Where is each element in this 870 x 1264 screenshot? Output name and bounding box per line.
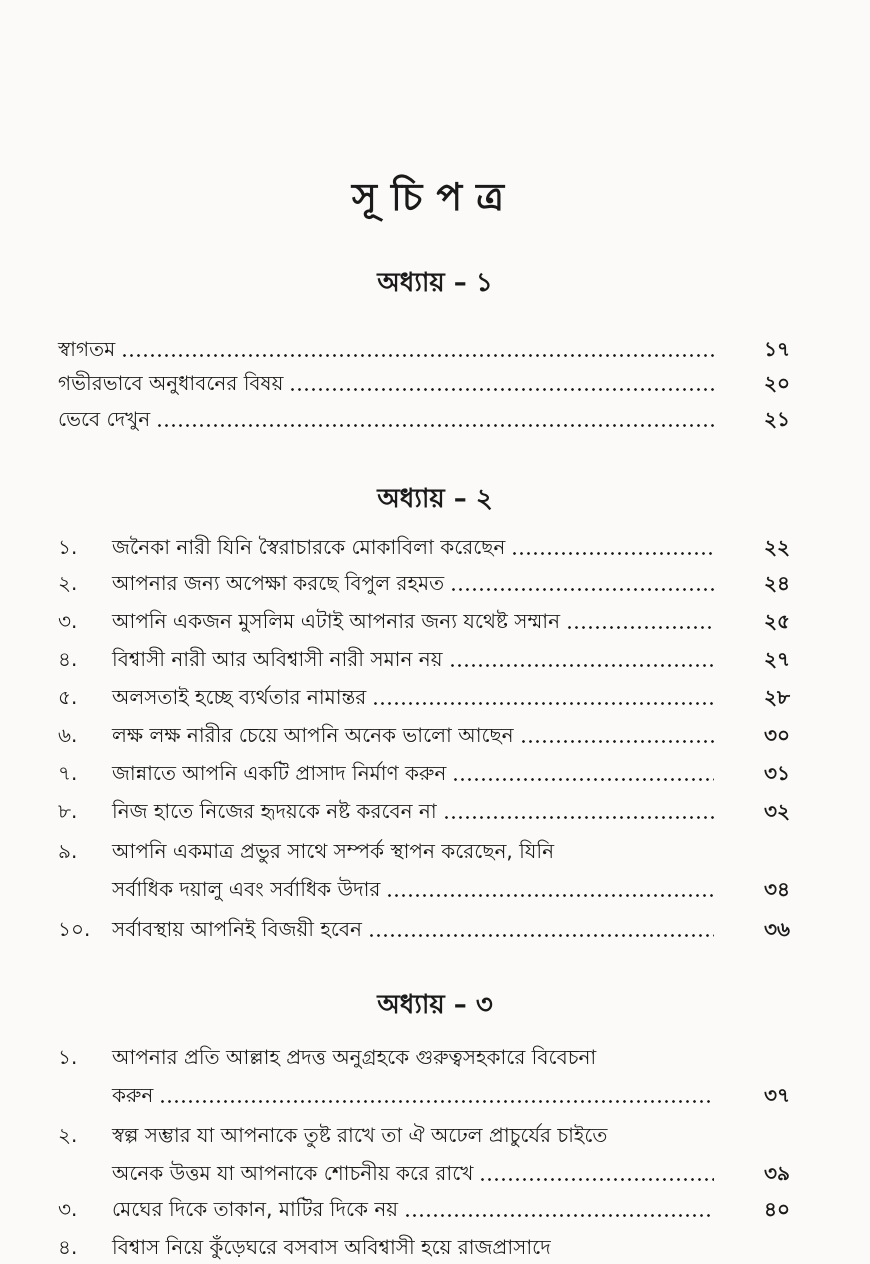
dot-leader [520, 718, 714, 752]
entry-number: ৮. [58, 799, 78, 823]
entry-title: করুন [112, 1083, 154, 1107]
toc-entry [58, 718, 790, 752]
toc-entry [58, 642, 790, 676]
dot-leader [121, 332, 714, 366]
dot-leader [372, 680, 714, 714]
entry-title-line: আপনার প্রতি আল্লাহ প্রদত্ত অনুগ্রহকে গুরুত্বসহকারে বিবেচনা [112, 1045, 597, 1069]
entry-page-number: ৩০ [763, 723, 790, 747]
chapter-heading: অধ্যায় – ১ [377, 268, 493, 298]
entry-number: ১. [58, 535, 78, 559]
chapter-heading: অধ্যায় – ২ [377, 484, 493, 514]
entry-title: মেঘের দিকে তাকান, মাটির দিকে নয় [112, 1197, 399, 1221]
toc-entry-first-line [58, 1118, 790, 1152]
toc-entry-first-line [58, 1040, 790, 1074]
entry-number: ৫. [58, 685, 78, 709]
entry-title: সর্বাবস্থায় আপনিই বিজয়ী হবেন [112, 917, 362, 941]
toc-entry [58, 912, 790, 946]
entry-number: ৭. [58, 761, 78, 785]
toc-entry-first-line [58, 834, 790, 868]
toc-entry [58, 366, 790, 400]
entry-title: লক্ষ লক্ষ নারীর চেয়ে আপনি অনেক ভালো আছেন [112, 723, 514, 747]
toc-entry [58, 1078, 790, 1112]
entry-title: অনেক উত্তম যা আপনাকে শোচনীয় করে রাখে [112, 1161, 474, 1185]
dot-leader [159, 1078, 714, 1112]
entry-page-number: ৩৬ [763, 917, 790, 941]
dot-leader [368, 912, 714, 946]
dot-leader [566, 604, 714, 638]
dot-leader [156, 402, 714, 436]
toc-entry [58, 1156, 790, 1190]
toc-entry [58, 332, 790, 366]
entry-title: আপনার জন্য অপেক্ষা করছে বিপুল রহমত [112, 571, 445, 595]
entry-title: জনৈকা নারী যিনি স্বৈরাচারকে মোকাবিলা করেছেন [112, 535, 506, 559]
entry-page-number: ২৪ [764, 571, 790, 595]
entry-page-number: ৩১ [764, 761, 790, 785]
entry-title: স্বাগতম [58, 337, 116, 361]
entry-number: ১. [58, 1045, 78, 1069]
entry-number: ৬. [58, 723, 78, 747]
dot-leader [511, 530, 714, 564]
entry-title: অলসতাই হচ্ছে ব্যর্থতার নামান্তর [112, 685, 367, 709]
entry-number: ৪. [58, 1235, 78, 1259]
entry-page-number: ২৮ [764, 685, 790, 709]
toc-entry [58, 530, 790, 564]
entry-page-number: ৩৪ [764, 877, 790, 901]
toc-entry [58, 566, 790, 600]
entry-title: ভেবে দেখুন [58, 407, 151, 431]
entry-page-number: ৪০ [764, 1197, 790, 1221]
entry-number: ২. [58, 571, 78, 595]
dot-leader [449, 642, 715, 676]
toc-entry [58, 1192, 790, 1226]
entry-page-number: ৩২ [763, 799, 790, 823]
entry-page-number: ২৫ [764, 609, 790, 633]
entry-number: ৯. [58, 839, 78, 863]
entry-title: বিশ্বাসী নারী আর অবিশ্বাসী নারী সমান নয় [112, 647, 443, 671]
entry-title-line: স্বল্প সম্ভার যা আপনাকে তুষ্ট রাখে তা ঐ অঢেল প্রাচুর্যের চাইতে [112, 1123, 608, 1147]
entry-page-number: ৩৭ [763, 1083, 790, 1107]
entry-title-line: আপনি একমাত্র প্রভুর সাথে সম্পর্ক স্থাপন করেছেন, যিনি [112, 839, 555, 863]
toc-entry [58, 872, 790, 906]
entry-title: জান্নাতে আপনি একটি প্রাসাদ নির্মাণ করুন [112, 761, 447, 785]
entry-page-number: ২১ [764, 407, 790, 431]
entry-number: ৪. [58, 647, 78, 671]
dot-leader [479, 1156, 714, 1190]
toc-entry [58, 680, 790, 714]
entry-page-number: ২৭ [763, 647, 790, 671]
entry-page-number: ২০ [763, 371, 790, 395]
toc-entry [58, 756, 790, 790]
dot-leader [386, 872, 714, 906]
chapter-heading: অধ্যায় – ৩ [377, 990, 493, 1020]
entry-title: আপনি একজন মুসলিম এটাই আপনার জন্য যথেষ্ট সম্মান [112, 609, 561, 633]
toc-entry-first-line [58, 1230, 790, 1264]
page-title: সূচিপত্র [351, 175, 519, 219]
entry-title: নিজ হাতে নিজের হৃদয়কে নষ্ট করবেন না [112, 799, 437, 823]
entry-title-line: বিশ্বাস নিয়ে কুঁড়েঘরে বসবাস অবিশ্বাসী হয়ে রাজপ্রাসাদে [112, 1235, 551, 1259]
entry-number: ১০. [58, 917, 91, 941]
dot-leader [289, 366, 714, 400]
entry-title: গভীরভাবে অনুধাবনের বিষয় [58, 371, 284, 395]
dot-leader [404, 1192, 714, 1226]
toc-entry [58, 402, 790, 436]
toc-entry [58, 794, 790, 828]
entry-page-number: ২২ [763, 535, 790, 559]
entry-number: ২. [58, 1123, 78, 1147]
entry-number: ৩. [58, 609, 78, 633]
dot-leader [450, 566, 714, 600]
entry-page-number: ১৭ [764, 337, 790, 361]
dot-leader [443, 794, 714, 828]
toc-entry [58, 604, 790, 638]
entry-page-number: ৩৯ [764, 1161, 790, 1185]
dot-leader [452, 756, 714, 790]
entry-number: ৩. [58, 1197, 78, 1221]
entry-title: সর্বাধিক দয়ালু এবং সর্বাধিক উদার [112, 877, 381, 901]
